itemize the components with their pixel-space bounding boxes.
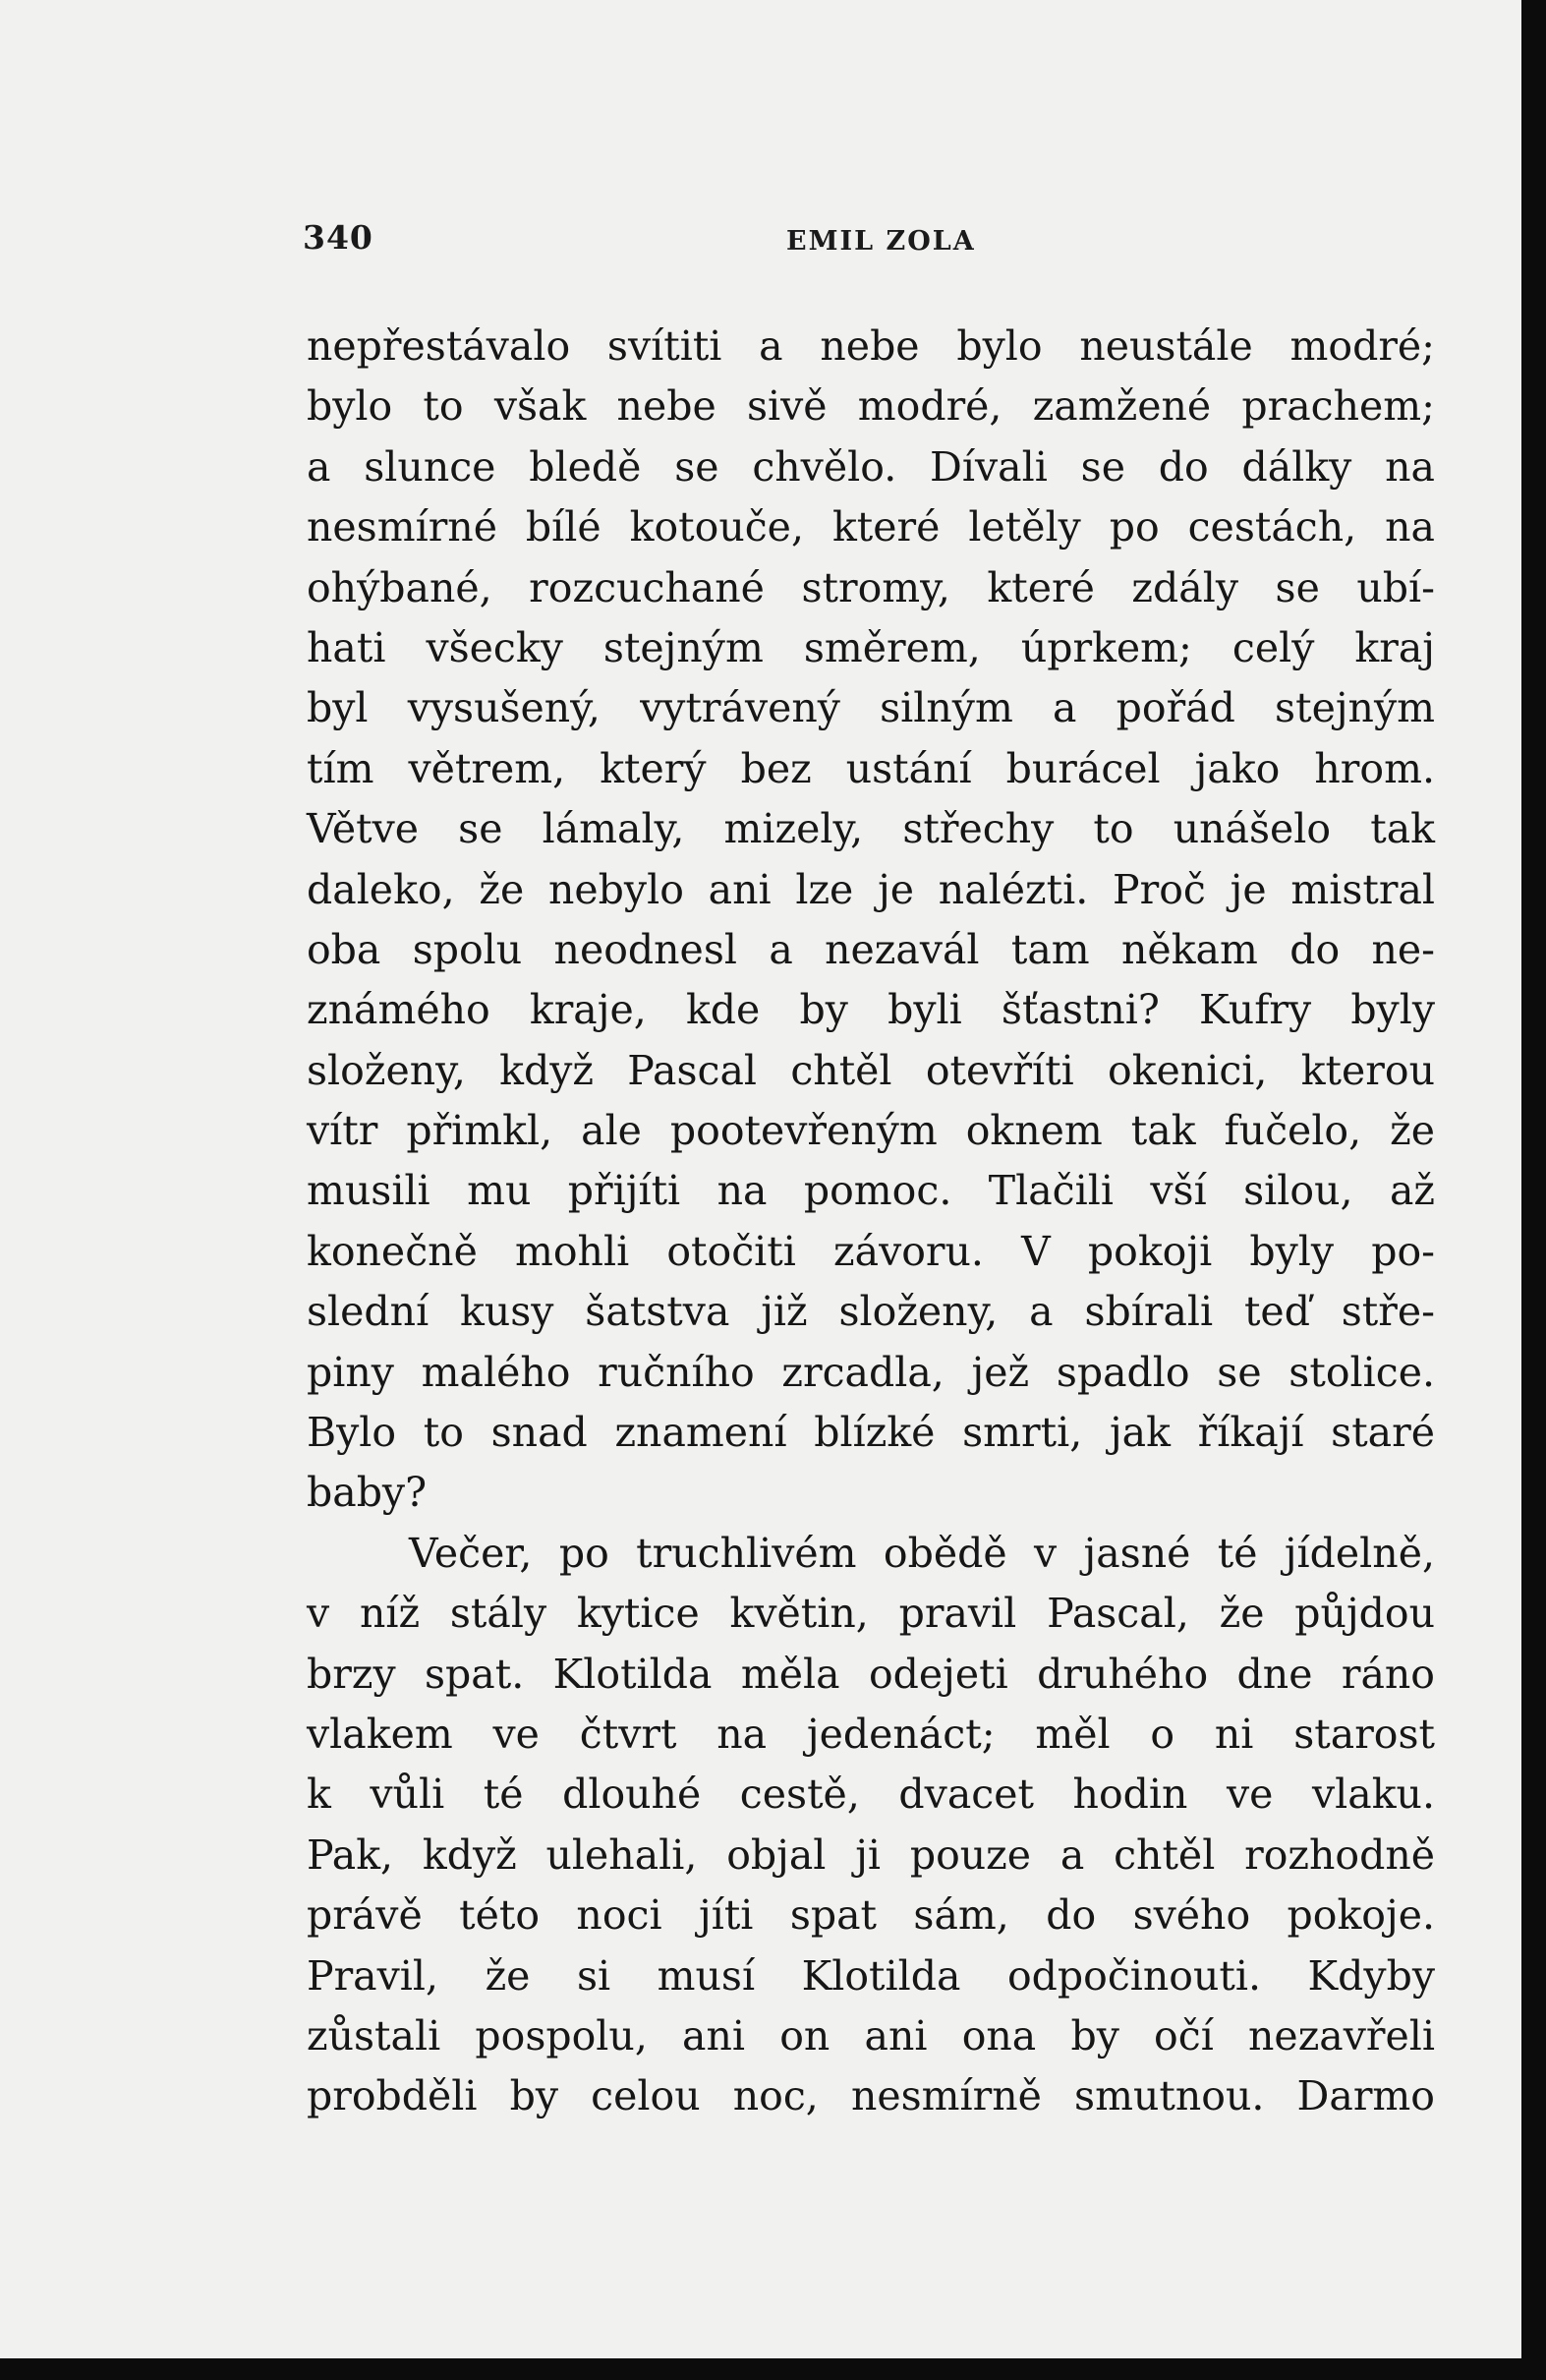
text-line: brzy spat. Klotilda měla odejeti druhého dne ráno	[307, 1650, 1435, 1698]
text-line: Pravil, že si musí Klotilda odpočinouti. Kdyby	[307, 1951, 1435, 2000]
page-number: 340	[303, 218, 373, 257]
text-line: hati všecky stejným směrem, úprkem; celý kraj	[307, 623, 1435, 671]
text-line: tím větrem, který bez ustání burácel jako hrom.	[307, 744, 1435, 792]
text-line: vítr přimkl, ale pootevřeným oknem tak fučelo, že	[307, 1107, 1435, 1155]
text-line: piny malého ručního zrcadla, jež spadlo se stolice.	[307, 1348, 1435, 1396]
text-line: Bylo to snad znamení blízké smrti, jak říkají staré	[307, 1409, 1435, 1457]
text-line: Větve se lámaly, mizely, střechy to unášelo tak	[307, 805, 1435, 853]
running-head	[303, 218, 1431, 267]
text-line: byl vysušený, vytrávený silným a pořád stejným	[307, 684, 1435, 732]
text-line: Pak, když ulehali, objal ji pouze a chtěl rozhodně	[307, 1830, 1435, 1879]
text-line: k vůli té dlouhé cestě, dvacet hodin ve vlaku.	[307, 1770, 1435, 1819]
text-line: právě této noci jíti spat sám, do svého pokoje.	[307, 1891, 1435, 1940]
text-line: slední kusy šatstva již složeny, a sbírali teď stře-	[307, 1288, 1435, 1336]
text-line: známého kraje, kde by byli šťastni? Kufry byly	[307, 986, 1435, 1034]
scan-edge-right	[1521, 0, 1546, 2380]
paragraph-end-line: baby?	[307, 1469, 428, 1517]
text-line: nesmírné bílé kotouče, které letěly po cestách, na	[307, 503, 1435, 551]
running-title: EMIL ZOLA	[786, 226, 976, 257]
body-text	[307, 317, 1435, 2127]
text-line: vlakem ve čtvrt na jedenáct; měl o ni starost	[307, 1710, 1435, 1758]
text-line: musili mu přijíti na pomoc. Tlačili vší silou, až	[307, 1167, 1435, 1215]
text-line: oba spolu neodnesl a nezavál tam někam do ne-	[307, 925, 1435, 973]
text-line: daleko, že nebylo ani lze je nalézti. Proč je mistral	[307, 865, 1435, 913]
text-line: zůstali pospolu, ani on ani ona by očí nezavřeli	[307, 2011, 1435, 2060]
text-line: složeny, když Pascal chtěl otevříti okenici, kterou	[307, 1046, 1435, 1094]
text-line: bylo to však nebe sivě modré, zamžené prachem;	[307, 382, 1435, 431]
scan-edge-bottom	[0, 2358, 1546, 2380]
text-line: ohýbané, rozcuchané stromy, které zdály se ubí-	[307, 563, 1435, 611]
text-line: v níž stály kytice květin, pravil Pascal, že půjdou	[307, 1590, 1435, 1638]
text-line: konečně mohli otočiti závoru. V pokoji byly po-	[307, 1227, 1435, 1275]
text-line: nepřestávalo svítiti a nebe bylo neustále modré;	[307, 322, 1435, 370]
text-line: a slunce bledě se chvělo. Dívali se do dálky na	[307, 442, 1435, 491]
paragraph-start-line: Večer, po truchlivém obědě v jasné té jídelně,	[409, 1529, 1435, 1577]
text-line: probděli by celou noc, nesmírně smutnou. Darmo	[307, 2072, 1435, 2120]
